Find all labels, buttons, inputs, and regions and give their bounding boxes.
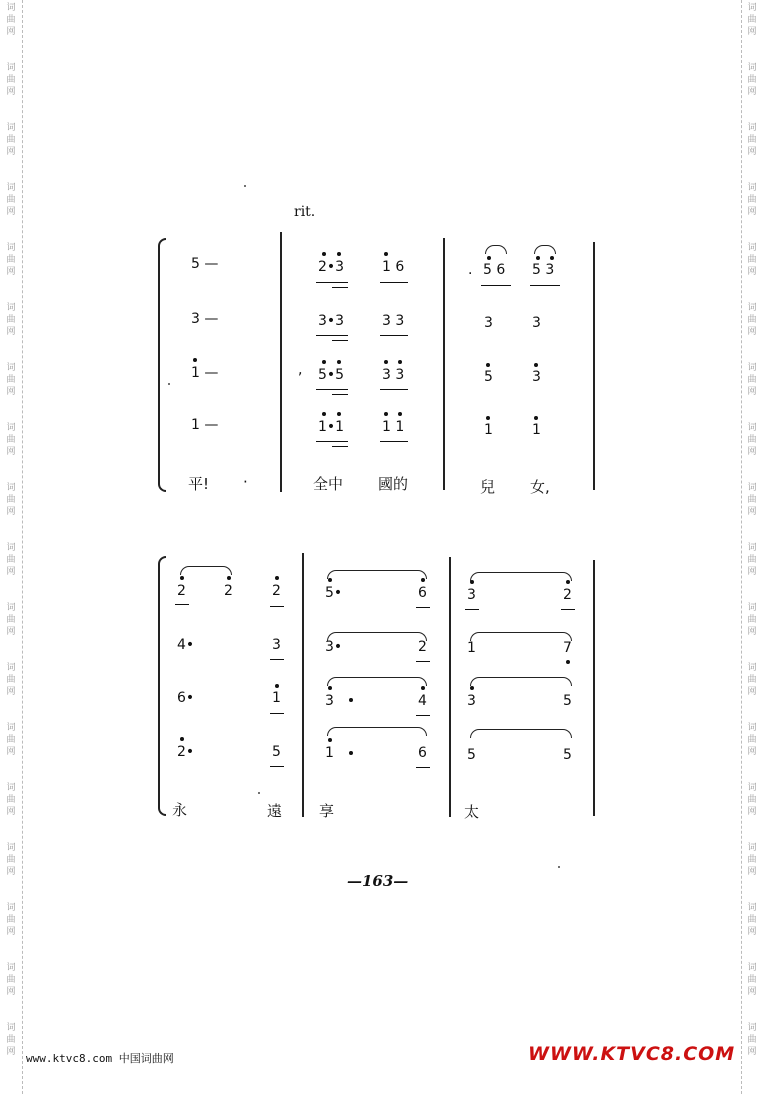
s2-m3-r2a: 1	[467, 640, 476, 656]
s1-m3-r2a: 3	[484, 315, 493, 331]
s2-lyric-2: 遠	[267, 802, 283, 820]
s1-m2-underline	[316, 282, 348, 283]
watermark-glyph: 词曲网	[747, 63, 757, 97]
s2-m3-tie	[470, 572, 572, 581]
s2-m2-dot	[421, 578, 425, 582]
watermark-glyph: 词曲网	[747, 423, 757, 457]
s2-m1-underline	[270, 713, 284, 714]
s1-m3-r3b: 3	[532, 369, 541, 385]
s2-m1-r2a: 4•	[177, 637, 195, 653]
s2-m3-r1b: 2	[563, 587, 572, 603]
s2-m2-dot	[328, 738, 332, 742]
scan-speck	[244, 185, 246, 187]
s1-m1-r1: 5 —	[191, 256, 219, 272]
s2-m2-dot	[349, 698, 353, 702]
s2-m1-tie	[180, 566, 232, 575]
s1-m1-r3-dot	[193, 358, 197, 362]
watermark-glyph: 词曲网	[747, 543, 757, 577]
s2-m3-dot	[566, 580, 570, 584]
watermark-glyph: 词曲网	[6, 123, 16, 157]
s1-lyric-5: 女,	[530, 478, 550, 496]
s2-lyric-1: 永	[172, 801, 188, 819]
s1-m2-r3a: 5•5	[318, 367, 345, 383]
watermark-glyph: 词曲网	[6, 603, 16, 637]
tempo-mark: rit.	[294, 204, 316, 220]
watermark-glyph: 词曲网	[747, 483, 757, 517]
s1-m3-r2b: 3	[532, 315, 541, 331]
s1-m1-r4: 1 —	[191, 417, 219, 433]
s2-m3-r4b: 5	[563, 747, 572, 763]
s1-m2-dot	[322, 252, 326, 256]
s2-m3-r3a: 3	[467, 693, 476, 709]
s1-m1-r2: 3 —	[191, 311, 219, 327]
s1-m2-underline	[316, 389, 348, 390]
watermark-glyph: 词曲网	[747, 243, 757, 277]
s1-m3-r1a: 5 6	[483, 262, 506, 278]
s1-m2-underline	[332, 446, 348, 447]
system1-barline-3	[593, 242, 595, 490]
s1-m2-underline	[316, 441, 348, 442]
s1-m2-dot	[322, 412, 326, 416]
watermark-glyph: 词曲网	[747, 663, 757, 697]
watermark-glyph: 词曲网	[747, 783, 757, 817]
s2-m1-r4b: 5	[272, 744, 281, 760]
system2-barline-1	[302, 553, 304, 817]
s1-lyric-1: 平!	[188, 475, 210, 493]
s1-m3-dot	[534, 363, 538, 367]
watermark-glyph: 词曲网	[6, 363, 16, 397]
s2-m2-tie	[327, 570, 427, 579]
s2-lyric-4: 太	[464, 803, 480, 821]
s2-m2-dot	[328, 686, 332, 690]
s1-m2-dot	[398, 360, 402, 364]
system2-barline-2	[449, 557, 451, 817]
s2-m1-underline	[175, 604, 189, 605]
s1-m2-dot	[337, 252, 341, 256]
watermark-glyph: 词曲网	[6, 543, 16, 577]
s2-m3-r2b: 7	[563, 640, 572, 656]
left-watermark-strip	[0, 0, 23, 1094]
watermark-glyph: 词曲网	[6, 303, 16, 337]
s1-m3-dot	[486, 416, 490, 420]
s1-m2-underline	[332, 394, 348, 395]
s1-m2-r3b: 3 3	[382, 367, 405, 383]
watermark-glyph: 词曲网	[747, 723, 757, 757]
watermark-glyph: 词曲网	[747, 903, 757, 937]
watermark-glyph: 词曲网	[6, 723, 16, 757]
s1-m2-dot	[337, 360, 341, 364]
system1-brace	[158, 238, 166, 492]
s2-m1-r2b: 3	[272, 637, 281, 653]
s2-m3-r1a: 3	[467, 587, 476, 603]
s1-m2-r2b: 3 3	[382, 313, 405, 329]
watermark-glyph: 词曲网	[747, 603, 757, 637]
s2-m3-underline	[465, 609, 479, 610]
s2-m1-dot	[180, 737, 184, 741]
watermark-glyph: 词曲网	[6, 63, 16, 97]
s1-m2-underline	[380, 335, 408, 336]
s1-m2-dot	[384, 252, 388, 256]
watermark-glyph: 词曲网	[6, 243, 16, 277]
s2-m3-underline	[561, 609, 575, 610]
s2-m2-r2a: 3•	[325, 639, 343, 655]
s2-m2-r2b: 2	[418, 639, 427, 655]
s2-m3-r4a: 5	[467, 747, 476, 763]
s1-m3-tie	[534, 245, 556, 254]
scan-speck	[558, 866, 560, 868]
watermark-glyph: 词曲网	[747, 183, 757, 217]
s2-m3-tie	[470, 632, 572, 641]
s1-m3-dot	[534, 416, 538, 420]
s2-m1-r1b: 2	[224, 583, 233, 599]
s1-m2-dot	[384, 360, 388, 364]
s2-lyric-3: 享	[319, 802, 335, 820]
watermark-glyph: 词曲网	[6, 1023, 16, 1057]
s2-m1-r4a: 2•	[177, 744, 195, 760]
s1-m2-underline	[380, 389, 408, 390]
s2-m1-underline	[270, 659, 284, 660]
s1-m2-dot	[337, 412, 341, 416]
s1-m2-underline	[380, 441, 408, 442]
right-watermark-strip	[741, 0, 760, 1094]
watermark-glyph: 词曲网	[6, 183, 16, 217]
s1-m2-r1b: 1 6	[382, 259, 405, 275]
watermark-glyph: 词曲网	[6, 663, 16, 697]
s2-m1-underline	[270, 606, 284, 607]
watermark-glyph: 词曲网	[6, 963, 16, 997]
s2-m2-tie	[327, 677, 427, 686]
watermark-glyph: 词曲网	[747, 843, 757, 877]
s1-lyric-2: 全中	[313, 475, 344, 493]
s2-m2-underline	[416, 607, 430, 608]
s2-m2-r4b: 6	[418, 745, 427, 761]
s2-m3-dot	[470, 686, 474, 690]
scan-speck	[168, 383, 170, 385]
s2-m1-dot	[275, 576, 279, 580]
s1-m3-dot	[486, 363, 490, 367]
s2-m3-r3b: 5	[563, 693, 572, 709]
s1-m1-r3: 1 —	[191, 365, 219, 381]
s2-m2-r4a: 1	[325, 745, 334, 761]
s2-m1-r3b: 1	[272, 690, 281, 706]
footer-site-text: www.ktvc8.com 中国词曲网	[26, 1052, 174, 1065]
s1-lyric-3: 國的	[378, 475, 409, 493]
s1-m2-r1a: 2•3	[318, 259, 345, 275]
system1-barline-1	[280, 232, 282, 492]
footer-site-logo: WWW.KTVC8.COM	[528, 1043, 736, 1065]
s1-m2-underline	[332, 340, 348, 341]
watermark-glyph: 词曲网	[6, 903, 16, 937]
s2-m3-dot	[566, 660, 570, 664]
watermark-glyph: 词曲网	[747, 3, 757, 37]
watermark-glyph: 词曲网	[6, 843, 16, 877]
s2-m3-tie	[470, 677, 572, 686]
s2-m1-dot	[227, 576, 231, 580]
s1-m3-underline	[481, 285, 511, 286]
watermark-glyph: 词曲网	[747, 123, 757, 157]
s1-m3-dot	[536, 256, 540, 260]
s2-m3-dot	[470, 580, 474, 584]
s2-m2-underline	[416, 767, 430, 768]
s2-m2-dot	[328, 578, 332, 582]
s1-m3-underline	[530, 285, 560, 286]
s1-m3-r3a: 5	[484, 369, 493, 385]
system2-brace	[158, 556, 166, 816]
s2-m1-dot	[275, 684, 279, 688]
s2-m2-underline	[416, 661, 430, 662]
system2-barline-3	[593, 560, 595, 816]
s2-m1-r3a: 6•	[177, 690, 195, 706]
s2-m2-dot	[349, 751, 353, 755]
s2-m1-dot	[180, 576, 184, 580]
watermark-glyph: 词曲网	[6, 783, 16, 817]
s1-m3-r1b: 5 3	[532, 262, 555, 278]
watermark-glyph: 词曲网	[6, 483, 16, 517]
s1-m2-r2a: 3•3	[318, 313, 345, 329]
s1-m3-dot	[487, 256, 491, 260]
s2-m2-r3a: 3	[325, 693, 334, 709]
scan-speck	[258, 792, 260, 794]
s1-m3-tie	[485, 245, 507, 254]
s2-m3-tie	[470, 729, 572, 738]
s1-m2-dot	[322, 360, 326, 364]
watermark-glyph: 词曲网	[747, 963, 757, 997]
s2-m2-r1a: 5•	[325, 585, 343, 601]
s1-m3-r4b: 1	[532, 422, 541, 438]
system1-barline-2	[443, 238, 445, 490]
s1-m2-slur-mark: ,	[298, 362, 303, 378]
watermark-glyph: 词曲网	[6, 423, 16, 457]
watermark-glyph: 词曲网	[747, 363, 757, 397]
s1-m2-r4b: 1 1	[382, 419, 405, 435]
s2-m2-r3b: 4	[418, 693, 427, 709]
s1-m3-dot	[550, 256, 554, 260]
s2-m2-dot	[421, 686, 425, 690]
watermark-glyph: 词曲网	[747, 303, 757, 337]
s1-m2-dot	[384, 412, 388, 416]
s2-m2-tie	[327, 727, 427, 736]
s1-m3-pickup: .	[468, 262, 473, 278]
s1-m3-r4a: 1	[484, 422, 493, 438]
watermark-glyph: 词曲网	[6, 3, 16, 37]
watermark-glyph: 词曲网	[747, 1023, 757, 1057]
s2-m1-r1c: 2	[272, 583, 281, 599]
s1-m2-underline	[380, 282, 408, 283]
s2-m2-underline	[416, 715, 430, 716]
s1-m2-underline	[332, 287, 348, 288]
s1-lyric-mark: ·	[243, 473, 248, 491]
s2-m1-r1a: 2	[177, 583, 186, 599]
page-number: —163—	[347, 872, 409, 890]
s2-m2-r1b: 6	[418, 585, 427, 601]
s1-lyric-4: 兒	[480, 478, 496, 496]
s1-m2-r4a: 1•1	[318, 419, 345, 435]
s1-m2-dot	[398, 412, 402, 416]
s2-m1-underline	[270, 766, 284, 767]
s1-m2-underline	[316, 335, 348, 336]
